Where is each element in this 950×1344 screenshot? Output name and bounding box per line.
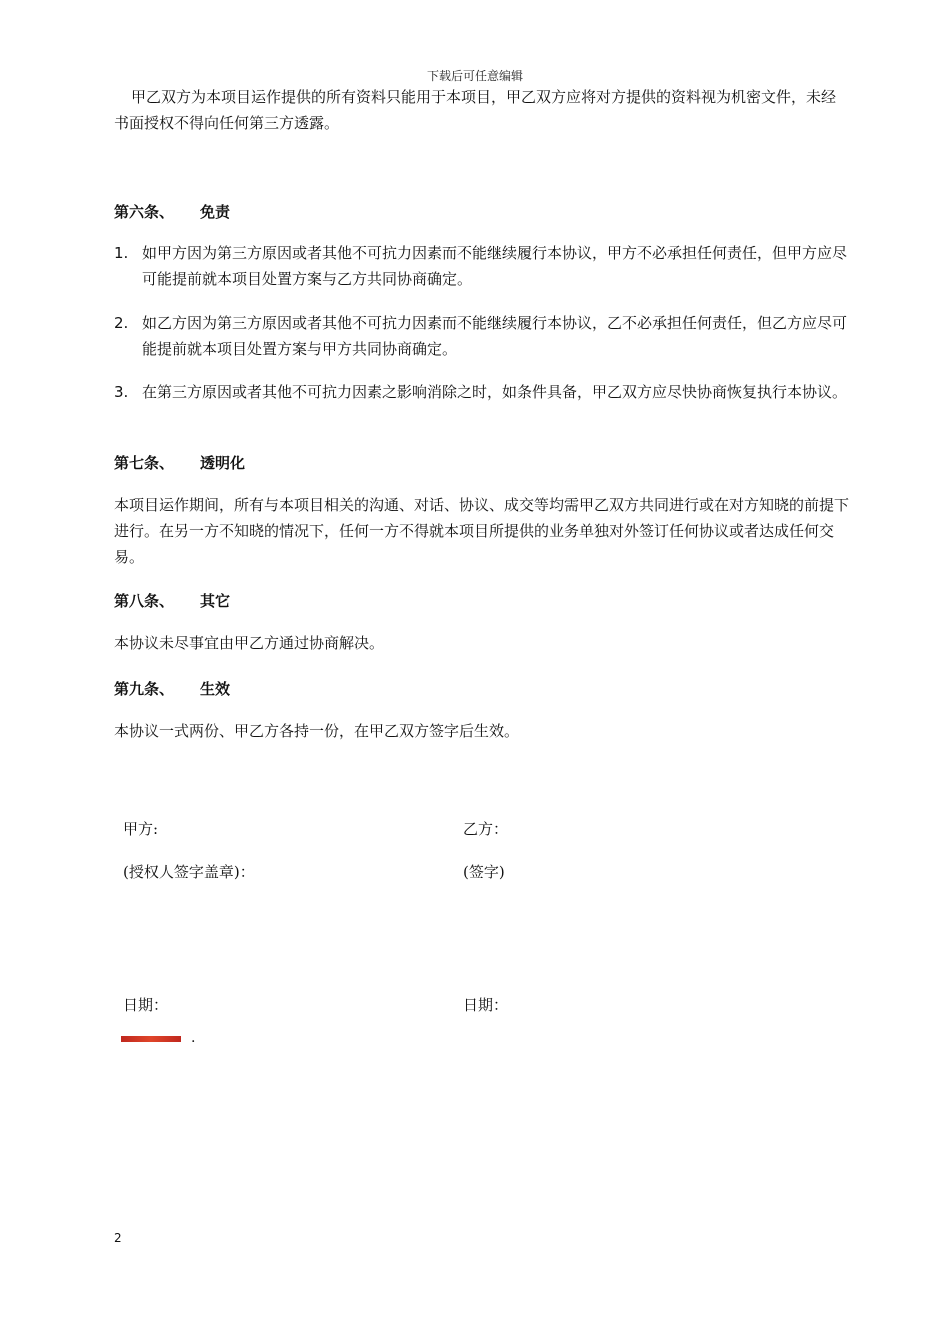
list-text: 如甲方因为第三方原因或者其他不可抗力因素而不能继续履行本协议，甲方不必承担任何责任，但甲方应尽可能提前就本项目处置方案与乙方共同协商确定。: [142, 244, 848, 288]
party-b-label: 乙方：: [463, 820, 509, 838]
list-text: 如乙方因为第三方原因或者其他不可抗力因素而不能继续履行本协议，乙不必承担任何责任，但乙方应尽可能提前就本项目处置方案与甲方共同协商确定。: [142, 314, 848, 358]
article-number: 第八条、: [114, 592, 175, 610]
article-7-heading: [114, 452, 245, 473]
party-b-date: 日期：: [463, 996, 509, 1014]
article-title: 免责: [200, 203, 231, 221]
list-item: [114, 379, 850, 405]
trailing-mark: .: [191, 1030, 196, 1046]
article-number: 第六条、: [114, 203, 175, 221]
confidentiality-paragraph: 甲乙双方为本项目运作提供的所有资料只能用于本项目，甲乙双方应将对方提供的资料视为机密文件，未经书面授权不得向任何第三方透露。: [114, 88, 837, 132]
party-a-signature-note: (授权人签字盖章)：: [123, 863, 255, 881]
article-title: 透明化: [200, 454, 246, 472]
article-number: 第七条、: [114, 454, 175, 472]
list-number: 2.: [114, 314, 129, 332]
party-b-signature-note: (签字): [463, 863, 505, 881]
page-number: 2: [114, 1231, 122, 1245]
party-a-date: 日期：: [123, 996, 169, 1014]
list-item: [114, 240, 850, 292]
list-number: 3.: [114, 383, 129, 401]
list-item: [114, 310, 850, 362]
list-text: 在第三方原因或者其他不可抗力因素之影响消除之时，如条件具备，甲乙双方应尽快协商恢复执行本协议。: [142, 383, 848, 401]
article-6-heading: [114, 201, 230, 222]
article-8-heading: [114, 590, 230, 611]
article-title: 其它: [200, 592, 231, 610]
article-title: 生效: [200, 680, 231, 698]
article-number: 第九条、: [114, 680, 175, 698]
list-number: 1.: [114, 244, 129, 262]
article-9-body: 本协议一式两份、甲乙方各持一份，在甲乙双方签字后生效。: [114, 722, 520, 740]
party-a-label: 甲方:: [123, 820, 159, 838]
article-7-body: 本项目运作期间，所有与本项目相关的沟通、对话、协议、成交等均需甲乙双方共同进行或在对方知晓的前提下进行。在另一方不知晓的情况下，任何一方不得就本项目所提供的业务单独对外签订任何协议或者达成任何交易。: [114, 496, 850, 566]
red-seal-mark: [121, 1036, 181, 1042]
article-9-heading: [114, 678, 230, 699]
article-8-body: 本协议未尽事宜由甲乙方通过协商解决。: [114, 634, 385, 652]
page-header: 下载后可任意编辑: [426, 69, 523, 83]
